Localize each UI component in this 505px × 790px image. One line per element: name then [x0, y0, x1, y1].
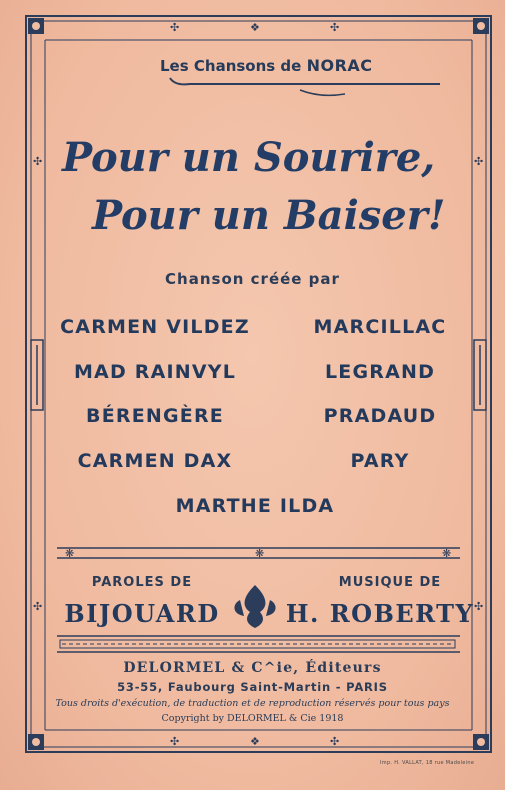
artist-left-4: CARMEN DAX [77, 450, 233, 472]
music-label: MUSIQUE DE [338, 575, 442, 590]
series-name: NORAC [306, 56, 373, 75]
svg-text:✣: ✣ [330, 21, 340, 34]
artist-left-2: MAD RAINVYL [73, 361, 237, 383]
svg-text:✣: ✣ [170, 21, 180, 34]
artist-center: MARTHE ILDA [175, 495, 335, 517]
series-prefix: Les Chansons de [160, 57, 302, 75]
svg-text:✣: ✣ [170, 735, 180, 748]
svg-text:❋: ❋ [255, 547, 265, 560]
copyright-notice: Copyright by DELORMEL & Cie 1918 [161, 713, 344, 724]
artist-right-2: LEGRAND [324, 361, 436, 383]
artist-right-4: PARY [350, 450, 410, 472]
song-title-line-2: Pour un Baiser! [92, 192, 446, 239]
created-by-label: Chanson créée par [165, 270, 340, 288]
publisher-name: DELORMEL & C^ie, Éditeurs [123, 660, 382, 676]
svg-text:❖: ❖ [250, 21, 260, 34]
svg-text:✣: ✣ [33, 155, 43, 168]
svg-text:❋: ❋ [65, 547, 75, 560]
artist-left-1: CARMEN VILDEZ [60, 316, 250, 338]
svg-text:✣: ✣ [474, 600, 484, 613]
svg-text:✣: ✣ [330, 735, 340, 748]
series-title [160, 56, 460, 75]
printer-mark: Imp. H. VALLAT, 18 rue Madeleine [380, 760, 475, 766]
artist-right-3: PRADAUD [323, 405, 437, 427]
song-title-line-1: Pour un Sourire, [62, 134, 436, 181]
svg-text:✣: ✣ [33, 600, 43, 613]
svg-text:❋: ❋ [442, 547, 452, 560]
svg-text:❖: ❖ [250, 735, 260, 748]
rights-notice: Tous droits d'exécution, de traduction et de reproduction réservés pour tous pays [55, 698, 450, 709]
lyricist-name: BIJOUARD [64, 599, 220, 628]
svg-text:✣: ✣ [474, 155, 484, 168]
lyrics-label: PAROLES DE [91, 575, 193, 590]
artist-left-3: BÉRENGÈRE [86, 405, 224, 427]
publisher-address: 53-55, Faubourg Saint-Martin - PARIS [117, 680, 388, 694]
composer-name: H. ROBERTY [285, 599, 475, 628]
artist-right-1: MARCILLAC [313, 316, 447, 338]
